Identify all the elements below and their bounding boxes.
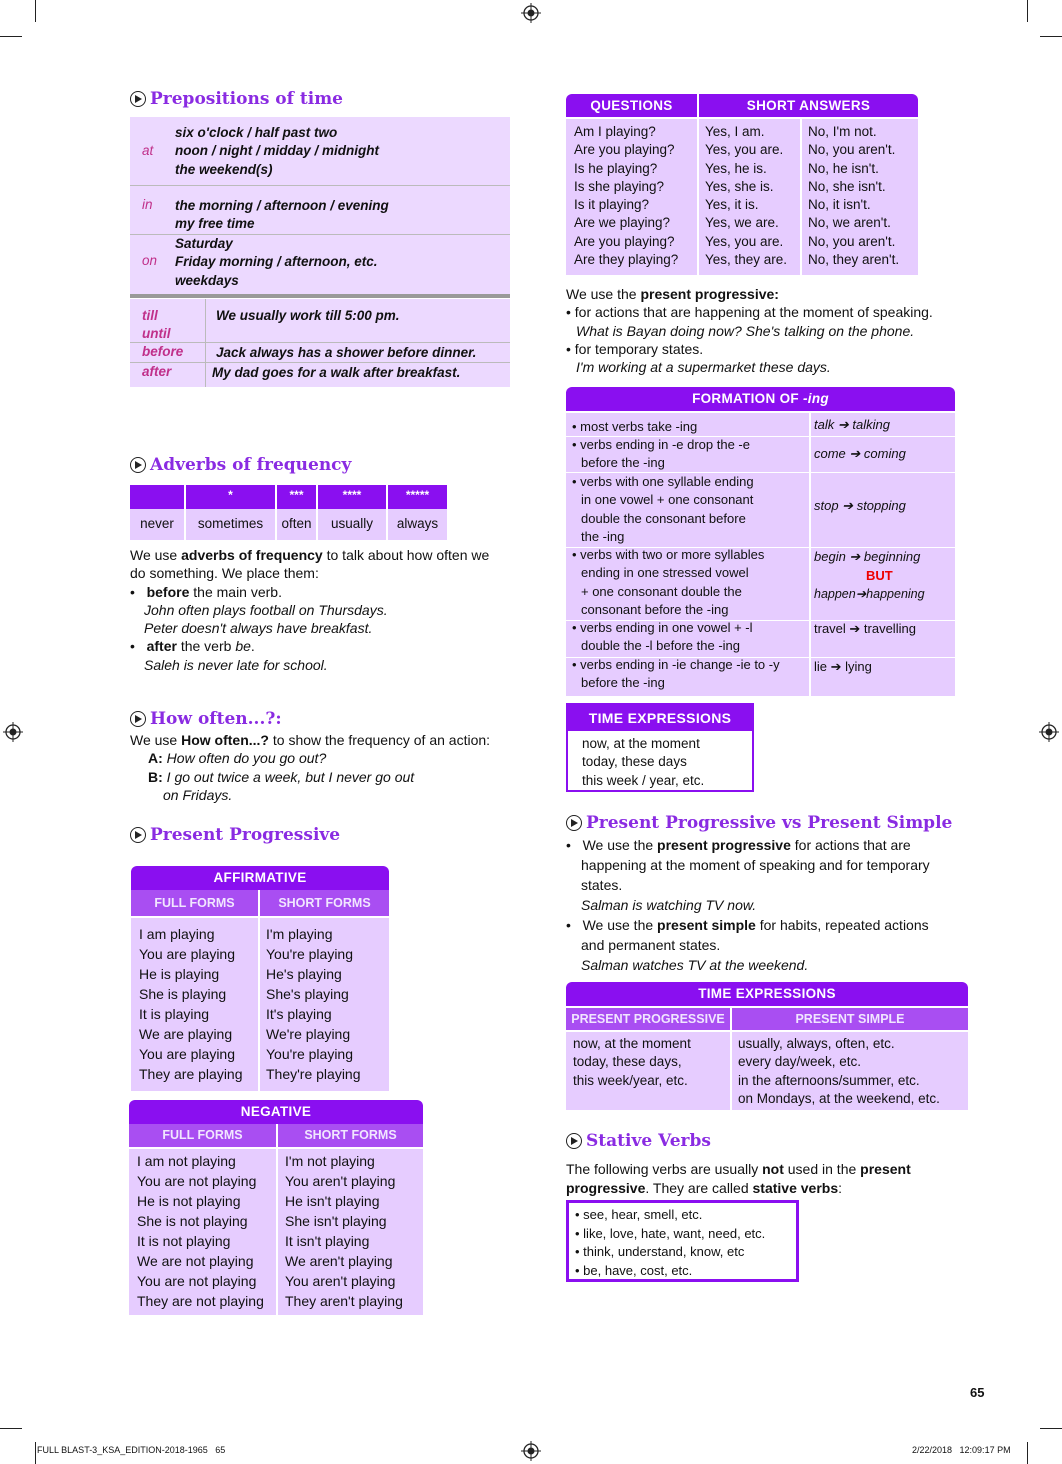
formation-example: travel ➔ travelling [814,621,916,636]
crop-mark [1027,0,1028,22]
no-answers-list: No, I'm not. No, you aren't. No, he isn't. No, she isn't. No, it isn't. No, we aren't. No, you aren't. No, they aren't. [808,124,900,268]
prep-label-before: before [142,344,184,359]
formation-table [566,387,955,696]
negative-table [129,1100,423,1315]
page-number: 65 [970,1385,985,1400]
adverbs-table [130,485,447,540]
stative-verbs-box [566,1200,799,1282]
stars-label: **** [342,488,362,502]
footer-date: 2/22/2018 12:09:17 PM [912,1445,1011,1455]
play-icon [130,827,146,843]
formation-rule: • verbs ending in one vowel + -l double the -l before the -ing [572,620,753,654]
formation-example: lie ➔ lying [814,659,872,674]
prep-label: on [142,253,158,268]
prepositions-table-2 [130,299,510,387]
prep-label-after: after [142,364,172,379]
stative-verbs-intro: The following verbs are usually not used in the present progressive. They are called stative verbs: [566,1161,911,1196]
formation-rule: • verbs ending in -e drop the -e before the -ing [572,437,750,471]
prep-example: Jack always has a shower before dinner. [216,345,477,360]
divider [205,299,206,387]
stars-label: ***** [405,488,430,502]
questions-list: Am I playing? Are you playing? Is he playing? Is she playing? Is it playing? Are we playing? Are you playing? Are they playing? [574,124,679,268]
stars-label: * [228,488,233,502]
adverbs-title: Adverbs of frequency [130,455,351,475]
stative-verbs-list: • see, hear, smell, etc. • like, love, hate, want, need, etc. • think, understand, know, etc • be, have, cost, etc. [575,1207,766,1278]
play-icon [130,457,146,473]
prep-example: We usually work till 5:00 pm. [216,308,400,323]
formation-rule: • most verbs take -ing [572,419,698,434]
negative-header: NEGATIVE [129,1100,423,1124]
formation-rule: • verbs ending in -ie change -ie to -y before the -ing [572,657,780,691]
formation-example: talk ➔ talking [814,417,890,432]
progressive-expressions: now, at the moment today, these days, this week/year, etc. [573,1036,691,1088]
stars-label: *** [289,488,304,502]
registration-mark-icon [3,722,23,742]
prep-row-on [130,235,510,295]
play-icon [130,91,146,107]
but-label: BUT [866,568,893,583]
crop-mark [0,36,22,37]
pp-vs-ps-title: Present Progressive vs Present Simple [566,813,952,833]
negative-short-list: I'm not playing You aren't playing He isn't playing She isn't playing It isn't playing We aren't playing You aren't playing They aren't playing [285,1153,403,1309]
negative-full-list: I am not playing You are not playing He is not playing She is not playing It is not playing We are not playing You are not playing They are not playing [137,1153,264,1309]
registration-mark-icon [521,3,541,23]
present-progressive-use: We use the present progressive: • for actions that are happening at the moment of speaking. What is Bayan doing now? She's talking on the phone. • for temporary states. I'm working at a supermarket these days. [566,286,933,376]
formation-header: FORMATION OF -ing [566,387,955,411]
affirmative-header: AFFIRMATIVE [131,866,389,890]
short-answers-header: SHORT ANSWERS [699,94,918,117]
affirmative-table [131,866,389,1091]
prep-label-till: till until [142,308,171,341]
questions-table [566,94,918,275]
divider [130,294,510,298]
play-icon [566,815,582,831]
divider [130,342,510,343]
time-expressions-table [566,982,968,1110]
prep-examples: the morning / afternoon / evening my free time [175,198,389,232]
simple-expressions: usually, always, often, etc. every day/week, etc. in the afternoons/summer, etc. on Mondays, at the weekend, etc. [738,1036,940,1106]
adverb-word: always [396,516,439,531]
pp-vs-ps-explanation: • We use the present progressive for actions that are happening at the moment of speaking and for temporary states. Salman is watching TV now. • We use the present simple for habits, repeated actions and permanent states. Salman watches TV at the weekend. [566,837,930,973]
crop-mark [1027,1442,1028,1464]
prep-example: My dad goes for a walk after breakfast. [212,365,461,380]
crop-mark [1040,1428,1062,1429]
how-often-explanation: We use How often...? to show the frequency of an action: A: How often do you go out? B: I go out twice a week, but I never go out on Fridays. [130,732,491,803]
stative-verbs-title: Stative Verbs [566,1131,711,1151]
full-forms-header: FULL FORMS [131,890,258,916]
full-forms-header: FULL FORMS [129,1124,276,1147]
prep-label: in [142,197,153,212]
questions-header: QUESTIONS [566,94,697,117]
time-expressions-box [566,703,754,792]
adverb-word: sometimes [197,516,264,531]
formation-example: stop ➔ stopping [814,498,906,513]
how-often-title: How often...?: [130,709,282,729]
adverb-word: often [281,516,312,531]
prepositions-title: Prepositions of time [130,89,343,109]
prepositions-table [130,117,510,297]
prep-row-at [130,117,510,186]
play-icon [566,1133,582,1149]
present-simple-header: PRESENT SIMPLE [732,1008,968,1030]
adverb-word: usually [330,516,374,531]
crop-mark [1040,36,1062,37]
crop-mark [0,1428,22,1429]
adverbs-explanation: We use adverbs of frequency to talk about how often we do something. We place them: • before the main verb. John often plays football on Thursdays. Peter doesn't always have breakfast. • after the verb be. Saleh is never late for school. [130,547,490,673]
short-forms-header: SHORT FORMS [260,890,389,916]
yes-answers-list: Yes, I am. Yes, you are. Yes, he is. Yes, she is. Yes, it is. Yes, we are. Yes, you are. Yes, they are. [705,124,788,268]
prep-examples: six o'clock / half past two noon / night / midday / midnight the weekend(s) [175,125,379,177]
formation-example: begin ➔ beginning [814,549,921,564]
crop-mark [35,1442,36,1464]
formation-example: happen➔happening [814,587,925,601]
footer-file: FULL BLAST-3_KSA_EDITION-2018-1965 65 [37,1445,226,1455]
affirmative-short-list: I'm playing You're playing He's playing She's playing It's playing We're playing You're playing They're playing [266,926,361,1082]
prep-label: at [142,143,154,158]
affirmative-full-list: I am playing You are playing He is playing She is playing It is playing We are playing You are playing They are playing [139,926,243,1082]
formation-rule: • verbs with one syllable ending in one vowel + one consonant double the consonant before the -ing [572,474,754,544]
registration-mark-icon [1039,722,1059,742]
crop-mark [35,0,36,22]
present-progressive-title: Present Progressive [130,825,340,845]
play-icon [130,711,146,727]
registration-mark-icon [521,1441,541,1461]
adverb-word: never [140,516,174,531]
time-expressions-table-header: TIME EXPRESSIONS [566,982,968,1006]
time-expressions-header: TIME EXPRESSIONS [568,705,752,731]
formation-example: come ➔ coming [814,446,906,461]
formation-rule: • verbs with two or more syllables ending in one stressed vowel + one consonant double the consonant before the -ing [572,547,765,617]
prep-row-in [130,187,510,235]
present-progressive-header: PRESENT PROGRESSIVE [566,1008,730,1030]
prep-examples: Saturday Friday morning / afternoon, etc. weekdays [175,236,378,288]
short-forms-header: SHORT FORMS [278,1124,423,1147]
time-expressions-list: now, at the moment today, these days this week / year, etc. [582,736,705,788]
